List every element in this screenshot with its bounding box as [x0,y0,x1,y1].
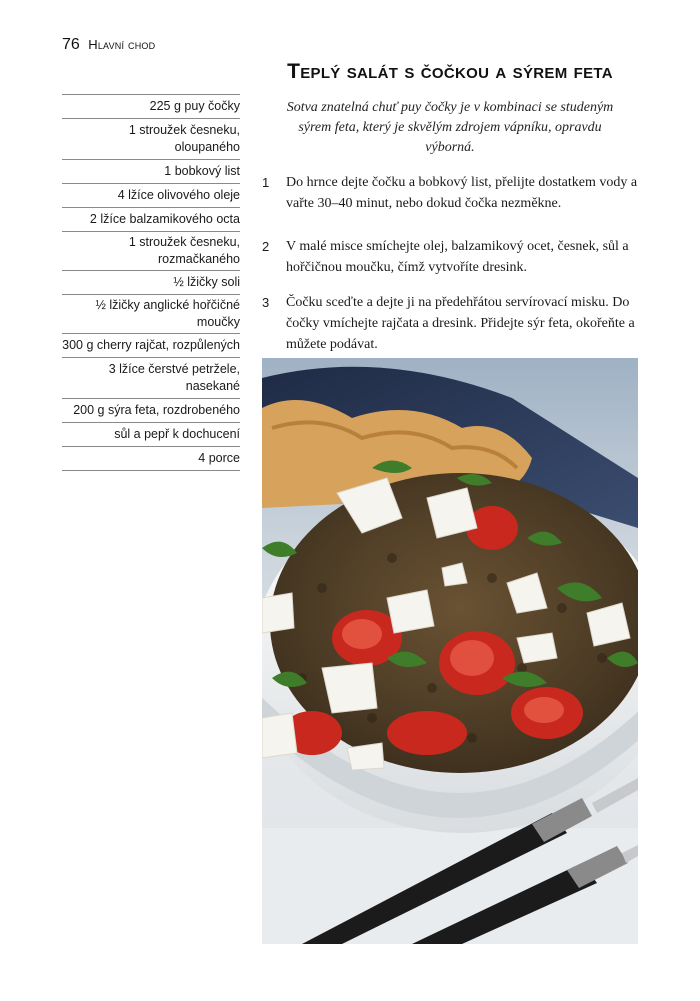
recipe-intro: Sotva znatelná chuť puy čočky je v kombinaci se studeným sýrem feta, který je skvělým zdrojem vápníku, opravdu výborná. [286,100,614,155]
step-text: Čočku sceďte a dejte ji na předehřátou servírovací misku. Do čočky vmíchejte rajčata a dresink. Přidejte sýr feta, okořeňte a můžete podávat. [286,295,635,352]
ingredient-list [62,94,240,471]
step-text: Do hrnce dejte čočku a bobkový list, přelijte dostatkem vody a vařte 30–40 minut, nebo dokud čočka nezměkne. [286,175,638,211]
ingredient-item: sůl a pepř k dochucení [62,423,240,447]
ingredient-item: 200 g sýra feta, rozdrobeného [62,399,240,423]
method-steps [262,172,640,355]
step-number: 2 [262,239,270,254]
step-number: 1 [262,175,270,190]
method-step [262,236,640,278]
ingredient-item: 225 g puy čočky [62,94,240,119]
page-header [62,36,155,54]
ingredient-item: ½ lžičky soli [62,271,240,295]
step-text: V malé misce smíchejte olej, balzamikový ocet, česnek, sůl a hořčičnou moučku, čímž vytvoříte dresink. [286,239,629,275]
page-number: 76 [62,36,80,53]
ingredient-item: 1 stroužek česneku, oloupaného [62,119,240,160]
recipe-title: Teplý salát s čočkou a sýrem feta [287,60,613,83]
salad-illustration [262,358,638,944]
method-step [262,292,640,355]
method-step [262,172,640,214]
ingredient-item: 2 lžíce balzamikového octa [62,208,240,232]
ingredient-item: 300 g cherry rajčat, rozpůlených [62,334,240,358]
ingredient-item: 1 bobkový list [62,160,240,184]
ingredient-item: 3 lžíce čerstvé petržele, nasekané [62,358,240,399]
ingredient-item: 4 lžíce olivového oleje [62,184,240,208]
salad-photo [262,358,638,944]
section-name: Hlavní chod [88,37,156,52]
ingredient-item: 1 stroužek česneku, rozmačkaného [62,232,240,271]
step-number: 3 [262,295,270,310]
ingredient-item: ½ lžičky anglické hořčičné moučky [62,295,240,334]
servings: 4 porce [62,447,240,471]
